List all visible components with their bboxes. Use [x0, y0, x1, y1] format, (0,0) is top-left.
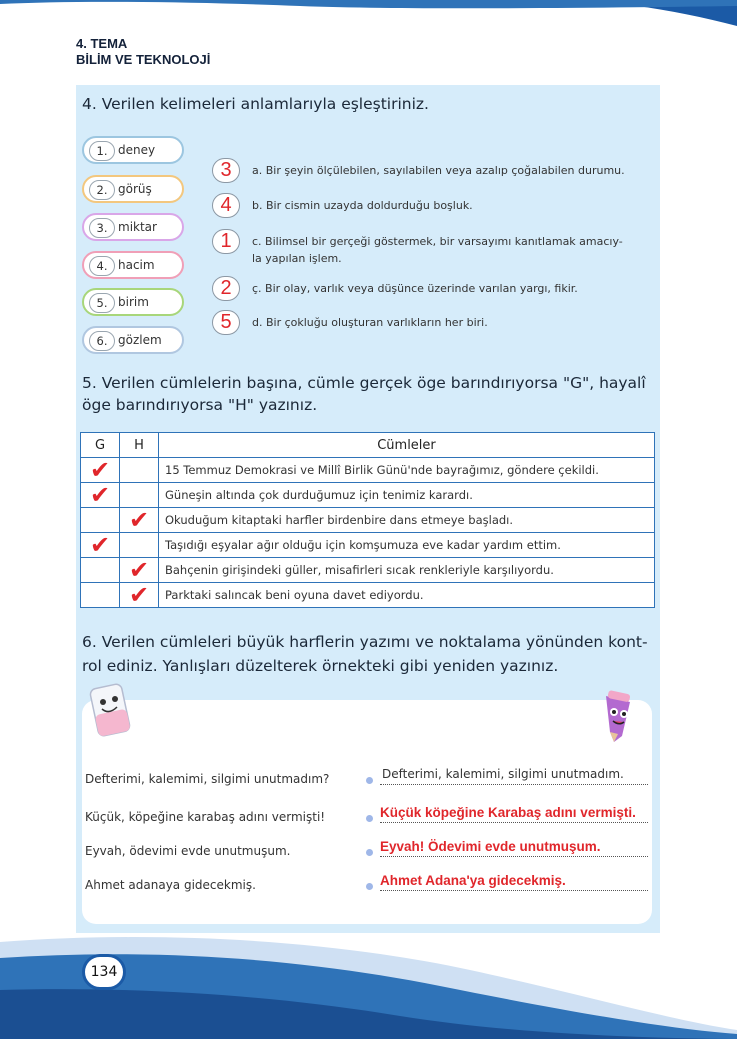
definition-answer[interactable]: 3 — [212, 158, 240, 183]
table-row — [81, 558, 655, 583]
cell-g[interactable] — [81, 558, 120, 583]
answer-line — [380, 822, 648, 823]
question-6-title-line2: rol ediniz. Yanlışları düzelterek örnekteki gibi yeniden yazınız. — [82, 657, 559, 675]
check-mark-icon: ✔ — [89, 531, 111, 559]
check-mark-icon: ✔ — [89, 481, 111, 509]
definition-line: a. Bir şeyin ölçülebilen, sayılabilen veya azalıp çoğalabilen durumu. — [252, 164, 625, 177]
word-item — [82, 213, 184, 241]
check-mark-icon: ✔ — [89, 456, 111, 484]
definition-line: c. Bilimsel bir gerçeği göstermek, bir varsayımı kanıtlamak amacıy- — [252, 235, 623, 248]
word-number: 3. — [89, 218, 115, 238]
question-5-title-line1: 5. Verilen cümlelerin başına, cümle gerçek öge barındırıyorsa "G", hayalî — [82, 374, 646, 392]
corrected-answer[interactable]: Küçük köpeğine Karabaş adını vermişti. — [380, 805, 636, 820]
word-text: deney — [118, 143, 156, 157]
question-5-title-line2: öge barındırıyorsa "H" yazınız. — [82, 396, 318, 414]
corrected-answer[interactable]: Ahmet Adana'ya gidecekmiş. — [380, 873, 566, 888]
sentence-table — [80, 432, 655, 608]
definition-answer[interactable]: 2 — [212, 276, 240, 301]
definition-answer[interactable]: 5 — [212, 310, 240, 335]
word-text: görüş — [118, 182, 152, 196]
original-sentence: Ahmet adanaya gidecekmiş. — [85, 878, 256, 892]
pencil-character-icon — [596, 688, 640, 744]
cell-g[interactable] — [81, 483, 120, 508]
question-6-title-line1: 6. Verilen cümleleri büyük harflerin yazımı ve noktalama yönünden kont- — [82, 633, 648, 651]
header-g: G — [81, 433, 120, 458]
definition-line: d. Bir çokluğu oluşturan varlıkların her biri. — [252, 316, 488, 329]
cell-sentence: Parktaki salıncak beni oyuna davet ediyordu. — [159, 583, 655, 608]
definition-answer[interactable]: 1 — [212, 229, 240, 254]
cell-g[interactable] — [81, 508, 120, 533]
cell-h[interactable] — [120, 558, 159, 583]
original-sentence: Defterimi, kalemimi, silgimi unutmadım? — [85, 772, 330, 786]
cell-sentence: Güneşin altında çok durduğumuz için tenimiz karardı. — [159, 483, 655, 508]
cell-g[interactable] — [81, 583, 120, 608]
cell-h[interactable] — [120, 533, 159, 558]
word-number: 1. — [89, 141, 115, 161]
top-wave-decoration — [0, 0, 737, 40]
definition-text — [252, 162, 662, 179]
word-text: gözlem — [118, 333, 162, 347]
table-row — [81, 483, 655, 508]
check-mark-icon: ✔ — [128, 581, 150, 609]
cell-h[interactable] — [120, 508, 159, 533]
original-sentence: Eyvah, ödevimi evde unutmuşum. — [85, 844, 291, 858]
word-item — [82, 326, 184, 354]
definition-line: ç. Bir olay, varlık veya düşünce üzerinde varılan yargı, fikir. — [252, 282, 578, 295]
answer-line — [380, 890, 648, 891]
cell-g[interactable] — [81, 458, 120, 483]
definition-text — [252, 280, 662, 297]
answer-line — [380, 856, 648, 857]
check-mark-icon: ✔ — [128, 506, 150, 534]
word-text: birim — [118, 295, 149, 309]
word-item — [82, 251, 184, 279]
cell-sentence: Bahçenin girişindeki güller, misafirleri sıcak renkleriyle karşılıyordu. — [159, 558, 655, 583]
table-row — [81, 458, 655, 483]
word-number: 6. — [89, 331, 115, 351]
theme-header — [76, 36, 210, 68]
cell-sentence: Taşıdığı eşyalar ağır olduğu için komşumuza eve kadar yardım ettim. — [159, 533, 655, 558]
definition-answer[interactable]: 4 — [212, 193, 240, 218]
example-answer[interactable]: Defterimi, kalemimi, silgimi unutmadım. — [382, 767, 624, 781]
word-number: 4. — [89, 256, 115, 276]
eraser-character-icon — [88, 678, 136, 740]
original-sentence: Küçük, köpeğine karabaş adını vermişti! — [85, 810, 326, 824]
theme-name: BİLİM VE TEKNOLOJİ — [76, 52, 211, 67]
definition-text — [252, 233, 662, 267]
cell-h[interactable] — [120, 583, 159, 608]
bullet-icon — [366, 777, 373, 784]
question-5-title — [82, 372, 646, 416]
definition-line: b. Bir cismin uzayda doldurduğu boşluk. — [252, 199, 473, 212]
theme-number: 4. TEMA — [76, 36, 128, 51]
table-row — [81, 533, 655, 558]
definition-text — [252, 314, 662, 331]
question-4-title: 4. Verilen kelimeleri anlamlarıyla eşleştiriniz. — [82, 95, 429, 113]
word-item — [82, 136, 184, 164]
cell-sentence: 15 Temmuz Demokrasi ve Millî Birlik Günü'nde bayrağımız, göndere çekildi. — [159, 458, 655, 483]
word-item — [82, 288, 184, 316]
definition-text — [252, 197, 662, 214]
table-header-row — [81, 433, 655, 458]
definition-line: la yapılan işlem. — [252, 252, 342, 265]
cell-g[interactable] — [81, 533, 120, 558]
table-body — [81, 458, 655, 608]
answer-line — [380, 784, 648, 785]
cell-h[interactable] — [120, 483, 159, 508]
word-item — [82, 175, 184, 203]
header-sentences: Cümleler — [159, 433, 655, 458]
bullet-icon — [366, 849, 373, 856]
bullet-icon — [366, 815, 373, 822]
check-mark-icon: ✔ — [128, 556, 150, 584]
header-h: H — [120, 433, 159, 458]
word-number: 2. — [89, 180, 115, 200]
bullet-icon — [366, 883, 373, 890]
word-text: miktar — [118, 220, 157, 234]
page-number: 134 — [82, 954, 126, 990]
question-6-title — [82, 630, 648, 678]
corrected-answer[interactable]: Eyvah! Ödevimi evde unutmuşum. — [380, 839, 601, 854]
cell-sentence: Okuduğum kitaptaki harfler birdenbire dans etmeye başladı. — [159, 508, 655, 533]
cell-h[interactable] — [120, 458, 159, 483]
table-row — [81, 583, 655, 608]
table-row — [81, 508, 655, 533]
word-text: hacim — [118, 258, 155, 272]
word-number: 5. — [89, 293, 115, 313]
